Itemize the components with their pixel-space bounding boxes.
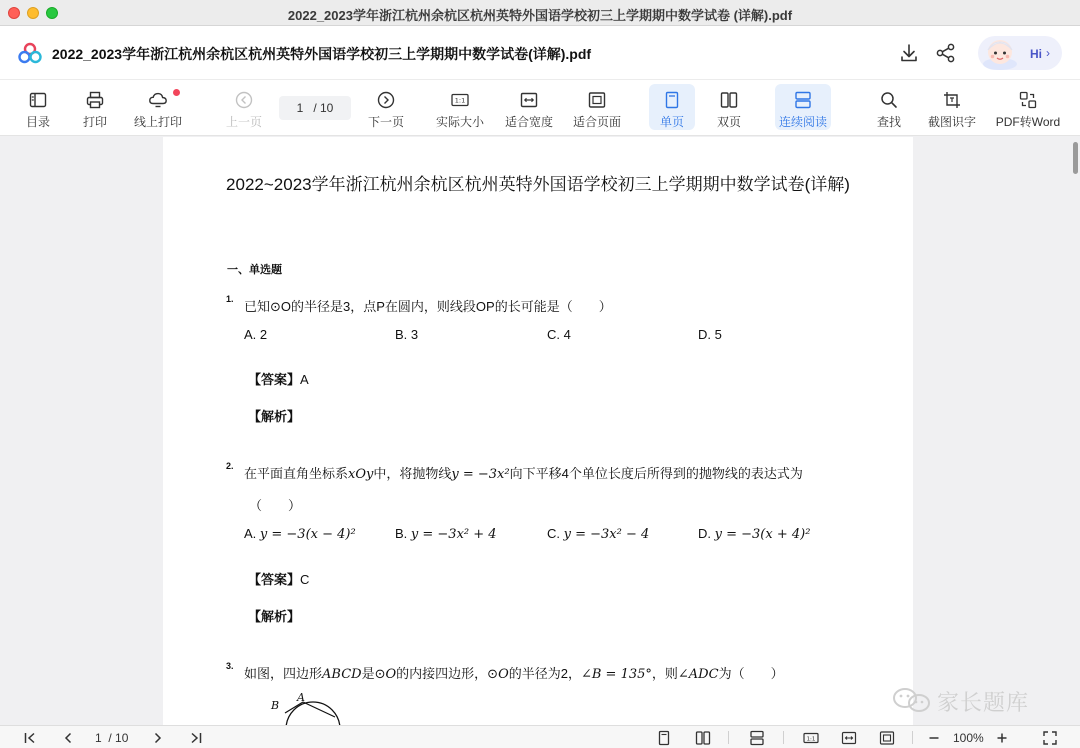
search-icon bbox=[879, 90, 899, 110]
crop-text-icon bbox=[942, 90, 962, 110]
option-letter: A. bbox=[244, 526, 260, 541]
question-number: 1. bbox=[226, 294, 234, 304]
page-total: 10 bbox=[320, 101, 334, 115]
analysis-label-text: 【解析】 bbox=[248, 409, 301, 424]
single-page-view-icon[interactable] bbox=[656, 730, 672, 746]
section-heading: 一、单选题 bbox=[227, 264, 282, 276]
app-logo-icon bbox=[18, 42, 42, 64]
double-page-view-icon[interactable] bbox=[695, 730, 711, 746]
option-expression: y = −3(x + 4)² bbox=[714, 527, 811, 542]
single-page-icon bbox=[662, 90, 682, 110]
question-text-part: 在平面直角坐标系 bbox=[244, 466, 349, 481]
single-page-label: 单页 bbox=[659, 115, 684, 129]
question-text-part: 的半径为2， bbox=[508, 666, 581, 681]
double-page-icon bbox=[719, 90, 739, 110]
answer-value: A bbox=[300, 372, 309, 387]
fit-width-small-icon[interactable] bbox=[841, 730, 857, 746]
bottom-page-total: 10 bbox=[115, 731, 129, 745]
zoom-out-icon[interactable] bbox=[926, 730, 942, 746]
option-d bbox=[698, 526, 810, 542]
math-expression: ABCD bbox=[322, 667, 362, 682]
pdf-page bbox=[163, 137, 913, 725]
divider bbox=[783, 731, 784, 744]
next-page-icon[interactable] bbox=[150, 730, 166, 746]
bottom-bar bbox=[0, 725, 1080, 748]
actual-size-small-icon[interactable] bbox=[803, 730, 819, 746]
fullscreen-icon[interactable] bbox=[1042, 730, 1058, 746]
option-a: A. 2 bbox=[244, 327, 268, 342]
toc-button[interactable] bbox=[16, 84, 60, 130]
question-number: 2. bbox=[226, 461, 234, 471]
online-print-label: 线上打印 bbox=[133, 115, 182, 129]
zoom-level[interactable]: 100% bbox=[953, 731, 984, 745]
question-text-part: 中，将抛物线 bbox=[373, 466, 452, 481]
actual-size-button[interactable] bbox=[433, 84, 487, 130]
math-expression: xOy bbox=[348, 467, 374, 482]
svg-text:1:1: 1:1 bbox=[454, 96, 466, 105]
question-text-part: 向下平移4个单位长度后所得到的抛物线的表达式为 bbox=[509, 466, 803, 481]
window-titlebar bbox=[0, 0, 1080, 26]
actual-size-icon bbox=[450, 90, 470, 110]
math-expression: y = −3x² bbox=[451, 467, 510, 482]
convert-icon bbox=[1018, 90, 1038, 110]
svg-text:1:1: 1:1 bbox=[806, 736, 816, 743]
prev-page-label: 上一页 bbox=[225, 115, 262, 129]
math-expression: O bbox=[385, 667, 397, 682]
option-expression: y = −3x² + 4 bbox=[410, 527, 497, 542]
find-label: 查找 bbox=[876, 115, 901, 129]
prev-page-button[interactable] bbox=[222, 84, 266, 130]
question-text-part: 的内接四边形，⊙ bbox=[396, 666, 499, 681]
figure-label-a: A bbox=[297, 691, 305, 704]
watermark-text: 家长题库 bbox=[937, 690, 1030, 715]
first-page-icon[interactable] bbox=[22, 730, 38, 746]
math-expression: ∠ADC bbox=[677, 667, 719, 682]
page-current: 1 bbox=[296, 101, 304, 115]
print-button[interactable] bbox=[74, 84, 116, 130]
option-b: B. 3 bbox=[395, 327, 419, 342]
toc-label: 目录 bbox=[25, 115, 50, 129]
option-letter: B. bbox=[395, 526, 411, 541]
fit-page-button[interactable] bbox=[569, 84, 625, 130]
actual-size-label: 实际大小 bbox=[435, 115, 484, 129]
analysis-label-text: 【解析】 bbox=[248, 609, 301, 624]
question-text-part: 为（ ） bbox=[718, 666, 784, 681]
last-page-icon[interactable] bbox=[188, 730, 204, 746]
fit-width-label: 适合宽度 bbox=[504, 115, 553, 129]
analysis-label bbox=[248, 606, 300, 625]
fit-page-label: 适合页面 bbox=[572, 115, 621, 129]
answer-value: C bbox=[300, 572, 310, 587]
chevron-right-icon: › bbox=[1046, 46, 1050, 60]
question-text-part: 是⊙ bbox=[361, 666, 386, 681]
download-icon[interactable] bbox=[898, 42, 920, 64]
assistant-label: Hi bbox=[1030, 47, 1042, 61]
question-text-part: 如图，四边形 bbox=[244, 666, 323, 681]
option-c bbox=[547, 526, 649, 542]
toolbar bbox=[0, 80, 1080, 136]
option-expression: y = −3x² − 4 bbox=[563, 527, 650, 542]
print-label: 打印 bbox=[82, 115, 107, 129]
answer-label: 【答案】 bbox=[248, 372, 301, 387]
exam-title: 2022~2023学年浙江杭州余杭区杭州英特外国语学校初三上学期期中数学试卷(详解) bbox=[226, 175, 850, 194]
geometry-figure bbox=[263, 689, 353, 725]
next-page-button[interactable] bbox=[364, 84, 408, 130]
divider bbox=[912, 731, 913, 744]
pdf-to-word-button[interactable] bbox=[994, 84, 1062, 130]
answer-line bbox=[248, 369, 309, 388]
zoom-in-icon[interactable] bbox=[994, 730, 1010, 746]
continuous-read-icon bbox=[793, 90, 813, 110]
app-header bbox=[0, 26, 1080, 80]
assistant-avatar-icon[interactable] bbox=[980, 34, 1020, 72]
prev-circle-icon bbox=[234, 90, 254, 110]
bottom-page-separator: / bbox=[105, 731, 116, 745]
option-d: D. 5 bbox=[698, 327, 722, 342]
pdf-to-word-label: PDF转Word bbox=[995, 115, 1061, 129]
math-expression: ∠B = 135° bbox=[580, 667, 652, 682]
next-circle-icon bbox=[376, 90, 396, 110]
window-title: 2022_2023学年浙江杭州余杭区杭州英特外国语学校初三上学期期中数学试卷 (详解).pdf bbox=[287, 8, 793, 23]
ocr-button[interactable] bbox=[926, 84, 978, 130]
continuous-read-label: 连续阅读 bbox=[778, 115, 827, 129]
continuous-read-button[interactable] bbox=[775, 84, 831, 130]
option-expression: y = −3(x − 4)² bbox=[259, 527, 356, 542]
page-separator: / bbox=[306, 101, 320, 115]
question-text bbox=[244, 463, 803, 482]
next-page-label: 下一页 bbox=[367, 115, 404, 129]
find-button[interactable] bbox=[867, 84, 911, 130]
fit-page-icon bbox=[587, 90, 607, 110]
analysis-label bbox=[248, 406, 300, 425]
single-page-button[interactable] bbox=[649, 84, 695, 130]
option-letter: C. bbox=[547, 526, 564, 541]
share-icon[interactable] bbox=[935, 42, 957, 64]
notification-dot bbox=[173, 89, 180, 96]
vertical-scrollbar[interactable] bbox=[1073, 142, 1078, 174]
question-text-line2: （ ） bbox=[249, 498, 302, 513]
bottom-page-indicator[interactable] bbox=[95, 731, 128, 745]
double-page-label: 双页 bbox=[716, 115, 741, 129]
prev-page-icon[interactable] bbox=[60, 730, 76, 746]
figure-label-b: B bbox=[271, 699, 280, 712]
divider bbox=[728, 731, 729, 744]
fit-width-button[interactable] bbox=[501, 84, 557, 130]
option-c: C. 4 bbox=[547, 327, 571, 342]
double-page-button[interactable] bbox=[706, 84, 752, 130]
bottom-page-current: 1 bbox=[95, 731, 102, 745]
math-expression: O bbox=[498, 667, 509, 682]
question-text bbox=[244, 663, 784, 682]
page-number-input[interactable] bbox=[279, 96, 351, 120]
ocr-label: 截图识字 bbox=[927, 115, 976, 129]
option-letter: D. bbox=[698, 526, 715, 541]
question-number: 3. bbox=[226, 661, 234, 671]
continuous-view-icon[interactable] bbox=[749, 730, 765, 746]
option-b bbox=[395, 526, 497, 542]
document-title: 2022_2023学年浙江杭州余杭区杭州英特外国语学校初三上学期期中数学试卷(详解).pdf bbox=[52, 46, 592, 62]
answer-label: 【答案】 bbox=[248, 572, 301, 587]
document-viewport[interactable] bbox=[0, 137, 1080, 725]
question-text-part: ，则 bbox=[651, 666, 678, 681]
fit-width-icon bbox=[519, 90, 539, 110]
cloud-print-icon bbox=[148, 90, 168, 110]
option-a bbox=[244, 526, 356, 542]
printer-icon bbox=[85, 90, 105, 110]
answer-line bbox=[248, 569, 309, 588]
question-text: 已知⊙O的半径是3，点P在圆内，则线段OP的长可能是（ ） bbox=[244, 299, 612, 314]
toc-icon bbox=[28, 90, 48, 110]
fit-page-small-icon[interactable] bbox=[879, 730, 895, 746]
